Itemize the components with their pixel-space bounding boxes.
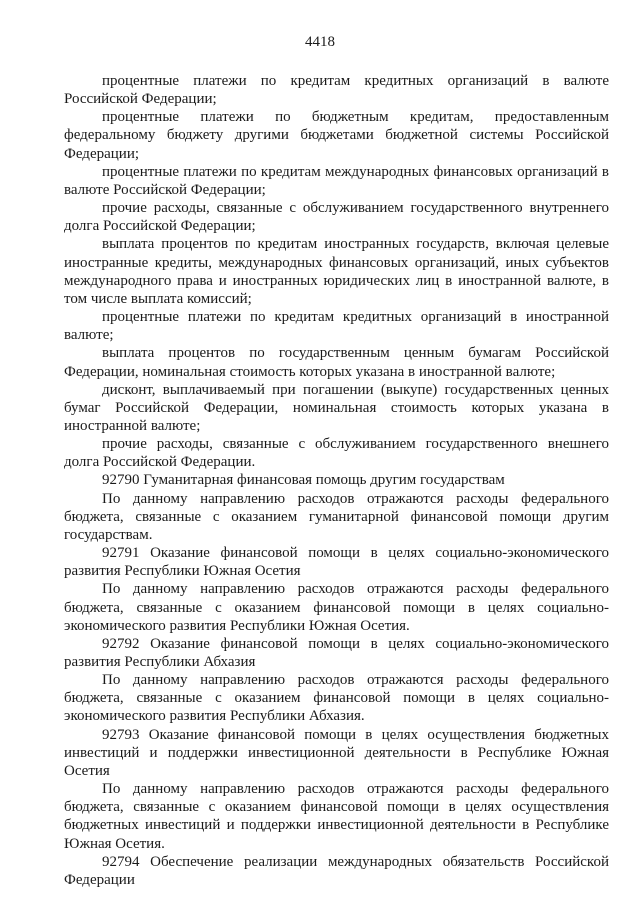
paragraph: процентные платежи по кредитам международных финансовых организаций в валюте Российской Федерации; (64, 163, 609, 198)
document-body (64, 72, 609, 889)
section-heading-92794: 92794 Обеспечение реализации международных обязательств Российской Федерации (64, 853, 609, 888)
paragraph: выплата процентов по государственным ценным бумагам Российской Федерации, номинальная стоимость которых указана в иностранной валюте; (64, 345, 609, 380)
section-heading-92793: 92793 Оказание финансовой помощи в целях осуществления бюджетных инвестиций и поддержки инвестиционной деятельности в Республике Южная Осетия (64, 726, 609, 779)
paragraph: дисконт, выплачиваемый при погашении (выкупе) государственных ценных бумаг Российской Федерации, номинальная стоимость которых указана в иностранной валюте; (64, 381, 609, 434)
section-heading-92792: 92792 Оказание финансовой помощи в целях социально-экономического развития Республики Абхазия (64, 635, 609, 670)
paragraph: процентные платежи по бюджетным кредитам, предоставленным федеральному бюджету другими бюджетами бюджетной системы Российской Федерации; (64, 109, 609, 162)
section-heading-92791: 92791 Оказание финансовой помощи в целях социально-экономического развития Республики Южная Осетия (64, 545, 609, 580)
page-number: 4418 (305, 34, 335, 50)
paragraph: По данному направлению расходов отражаются расходы федерального бюджета, связанные с оказанием финансовой помощи в целях осуществления бюджетных инвестиций и поддержки инвестиционной деятельности в Республике Южная Осетия. (64, 781, 609, 852)
paragraph: По данному направлению расходов отражаются расходы федерального бюджета, связанные с оказанием финансовой помощи в целях социально-экономического развития Республики Южная Осетия. (64, 581, 609, 634)
paragraph: прочие расходы, связанные с обслуживанием государственного внутреннего долга Российской Федерации; (64, 200, 609, 235)
paragraph: процентные платежи по кредитам кредитных организаций в иностранной валюте; (64, 309, 609, 344)
paragraph: По данному направлению расходов отражаются расходы федерального бюджета, связанные с оказанием гуманитарной финансовой помощи другим государствам. (64, 490, 609, 543)
section-heading-92790: 92790 Гуманитарная финансовая помощь другим государствам (102, 472, 505, 489)
paragraph: По данному направлению расходов отражаются расходы федерального бюджета, связанные с оказанием финансовой помощи в целях социально-экономического развития Республики Абхазия. (64, 672, 609, 725)
paragraph: процентные платежи по кредитам кредитных организаций в валюте Российской Федерации; (64, 73, 609, 108)
paragraph: прочие расходы, связанные с обслуживанием государственного внешнего долга Российской Федерации. (64, 436, 609, 471)
paragraph: выплата процентов по кредитам иностранных государств, включая целевые иностранные кредиты, международных финансовых организаций, иных субъектов международного права и иностранных юридических лиц в иностранной валюте, в том числе выплата комиссий; (64, 236, 609, 307)
